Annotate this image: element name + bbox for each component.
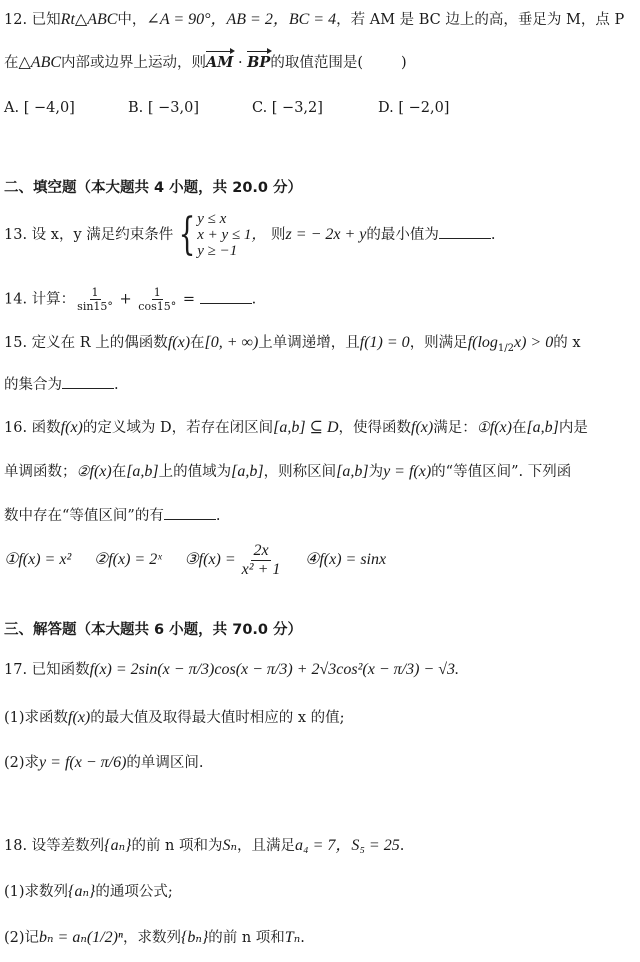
- dot-product: ·: [233, 55, 248, 71]
- q18-text: ，求数列: [122, 930, 181, 946]
- q16-text: ，则称区间: [263, 464, 337, 480]
- constraint-1: y ≤ x: [197, 211, 227, 227]
- q15-end: .: [114, 377, 119, 393]
- q12-text: 中，: [117, 12, 147, 28]
- q13-objective: z = − 2x + y: [285, 226, 367, 243]
- q18-part1: [4, 882, 173, 902]
- q16-option-4: ④f(x) = sinx: [304, 551, 387, 568]
- func-f: f(x): [68, 709, 91, 726]
- log-ineq: f(log: [467, 334, 498, 351]
- q18-line1: [4, 836, 404, 856]
- q16-end: .: [215, 508, 221, 524]
- fraction-sin: [77, 286, 113, 313]
- q12-text: 的取值范围是(: [270, 55, 364, 71]
- q17-text: (2)求: [4, 755, 40, 771]
- q16-text: 的“等值区间”. 下列函: [431, 464, 572, 480]
- q16-line1: [4, 418, 588, 438]
- q16-text: 满足：: [433, 420, 477, 436]
- q14-end: .: [251, 291, 257, 308]
- fraction-cos: [138, 286, 176, 313]
- q13-end: .: [490, 227, 496, 243]
- q18-text: 18. 设等差数列: [4, 838, 105, 854]
- q16-text: 在: [511, 420, 527, 436]
- q12-option-d: D. [ −2,0]: [378, 100, 450, 116]
- q18-condition: a₄ = 7，S₅ = 25: [295, 837, 400, 854]
- answer-blank: [164, 505, 216, 520]
- sequence-bn-def: bₙ = aₙ(1/2)ⁿ: [39, 929, 123, 946]
- vector-bp: BP: [247, 54, 271, 71]
- q15-text: 上单调递增，且: [258, 335, 360, 351]
- q18-text: 的前 n 项和: [208, 930, 285, 946]
- denominator: sin15°: [77, 300, 113, 313]
- equals-sign: =: [178, 291, 200, 308]
- q17-part1: [4, 708, 345, 728]
- answer-blank: [200, 289, 252, 304]
- section-heading-solution: 三、解答题（本大题共 6 小题，共 70.0 分）: [4, 622, 303, 638]
- q17-text: 的最大值及取得最大值时相应的 x 的值;: [90, 710, 345, 726]
- answer-blank: [439, 224, 491, 239]
- q16-text: 上的值域为: [158, 464, 232, 480]
- numerator: 1: [91, 286, 99, 299]
- interval-ab: [a,b]: [526, 419, 559, 436]
- q16-line2: [4, 462, 571, 482]
- q18-text: 的通项公式;: [95, 884, 173, 900]
- q16-options: [4, 540, 386, 580]
- brace-icon: {: [178, 209, 196, 260]
- log-ineq: x) > 0: [514, 334, 554, 351]
- q12-line1: [4, 10, 624, 30]
- q17-text: 17. 已知函数: [4, 662, 90, 678]
- q13-text: 13. 设 x，y 满足约束条件: [4, 227, 174, 243]
- q18-part2: [4, 928, 305, 948]
- circled-2: ②: [76, 464, 90, 480]
- q17-function: f(x) = 2sin(x − π/3)cos(x − π/3) + 2√3cos²(x − π/3) − √3.: [89, 661, 459, 678]
- numerator: 1: [153, 286, 161, 299]
- denominator: cos15°: [138, 300, 177, 313]
- answer-blank: [62, 374, 114, 389]
- q14: [4, 286, 256, 313]
- q17-text: 的单调区间.: [126, 755, 204, 771]
- q12-given: ∠A = 90°，AB = 2，BC = 4: [146, 11, 337, 28]
- q16-text: 在: [111, 464, 127, 480]
- q13-text: 则: [271, 227, 286, 243]
- q15-text: 在: [190, 335, 205, 351]
- interval-ab: [a,b]: [336, 463, 369, 480]
- q18-text: 的前 n 项和为: [131, 838, 223, 854]
- q12-line2: [4, 53, 407, 73]
- func-f: f(x): [60, 419, 83, 436]
- denominator: x² + 1: [241, 560, 281, 578]
- q12-text: 内部或边界上运动，则: [61, 55, 207, 71]
- q18-text: (2)记: [4, 930, 40, 946]
- q18-text: (1)求数列: [4, 884, 69, 900]
- q16-text: 数中存在“等值区间”的有: [4, 508, 164, 524]
- q17-shifted-function: y = f(x − π/6): [39, 754, 127, 771]
- q16-option-2: ②f(x) = 2ˣ: [93, 551, 162, 568]
- q16-text: 为: [368, 464, 384, 480]
- constraint-2: x + y ≤ 1，: [197, 227, 267, 243]
- q12-text: 12. 已知: [4, 12, 61, 28]
- q16-option-3: ③f(x) =: [184, 551, 240, 568]
- q16-text: 的定义域为 D，若存在闭区间: [82, 420, 274, 436]
- sum-tn: Tₙ: [284, 929, 301, 946]
- circled-1: ①: [476, 420, 490, 436]
- subset: [a,b] ⊆ D: [273, 419, 339, 436]
- q12-text: ): [401, 55, 407, 71]
- vector-am: AM: [206, 54, 234, 71]
- q12-text: ，若 AM 是 BC 边上的高，垂足为 M，点 P: [336, 12, 625, 28]
- q17-line1: [4, 660, 459, 680]
- interval: [0, + ∞): [204, 334, 259, 351]
- q15-text: 的集合为: [4, 377, 62, 393]
- sequence-an: {aₙ}: [68, 883, 96, 900]
- func-f: f(x): [167, 334, 191, 351]
- q16-text: 16. 函数: [4, 420, 61, 436]
- q16-text: 单调函数；: [4, 464, 77, 480]
- interval-ab: [a,b]: [231, 463, 264, 480]
- numerator: 2x: [253, 541, 269, 559]
- q16-option-1: ①f(x) = x²: [4, 551, 72, 568]
- q15-line2: [4, 374, 119, 395]
- section-heading-fill-in: 二、填空题（本大题共 4 小题，共 20.0 分）: [4, 180, 303, 196]
- q16-line3: [4, 505, 220, 526]
- q18-text: ，且满足: [237, 838, 295, 854]
- q15-text: ，则满足: [409, 335, 468, 351]
- q15-text: 的 x: [553, 335, 581, 351]
- q13: [4, 210, 495, 260]
- q15-text: 15. 定义在 R 上的偶函数: [4, 335, 168, 351]
- constraint-system: [197, 211, 266, 259]
- interval-ab: [a,b]: [126, 463, 159, 480]
- q12-option-b: B. [ −3,0]: [128, 100, 200, 116]
- sequence-bn: {bₙ}: [180, 929, 209, 946]
- func-f: f(x): [489, 419, 512, 436]
- q13-text: 的最小值为: [366, 227, 439, 243]
- y-equals-fx: y = f(x): [383, 463, 432, 480]
- q12-triangle: Rt△ABC: [60, 11, 118, 28]
- f-at-1: f(1) = 0: [359, 334, 410, 351]
- q17-text: (1)求函数: [4, 710, 69, 726]
- plus-sign: +: [114, 291, 137, 308]
- func-f: f(x): [411, 419, 434, 436]
- q14-text: 14. 计算：: [4, 291, 76, 308]
- q18-end: .: [300, 930, 305, 946]
- q12-text: 在: [4, 55, 19, 71]
- q12-option-a: A. [ −4,0]: [4, 100, 75, 116]
- q12-triangle: △ABC: [18, 54, 62, 71]
- sum-sn: Sₙ: [222, 837, 237, 854]
- q18-end: .: [399, 838, 405, 854]
- sequence-an: {aₙ}: [104, 837, 132, 854]
- q17-part2: [4, 753, 204, 773]
- func-f: f(x): [89, 463, 112, 480]
- q16-text: ，使得函数: [338, 420, 412, 436]
- q16-text: 内是: [558, 420, 588, 436]
- constraint-3: y ≥ −1: [197, 243, 238, 259]
- q12-option-c: C. [ −3,2]: [252, 100, 323, 116]
- q15-line1: [4, 333, 581, 359]
- log-base: 1/2: [497, 342, 514, 354]
- fraction-option-3: [242, 542, 281, 579]
